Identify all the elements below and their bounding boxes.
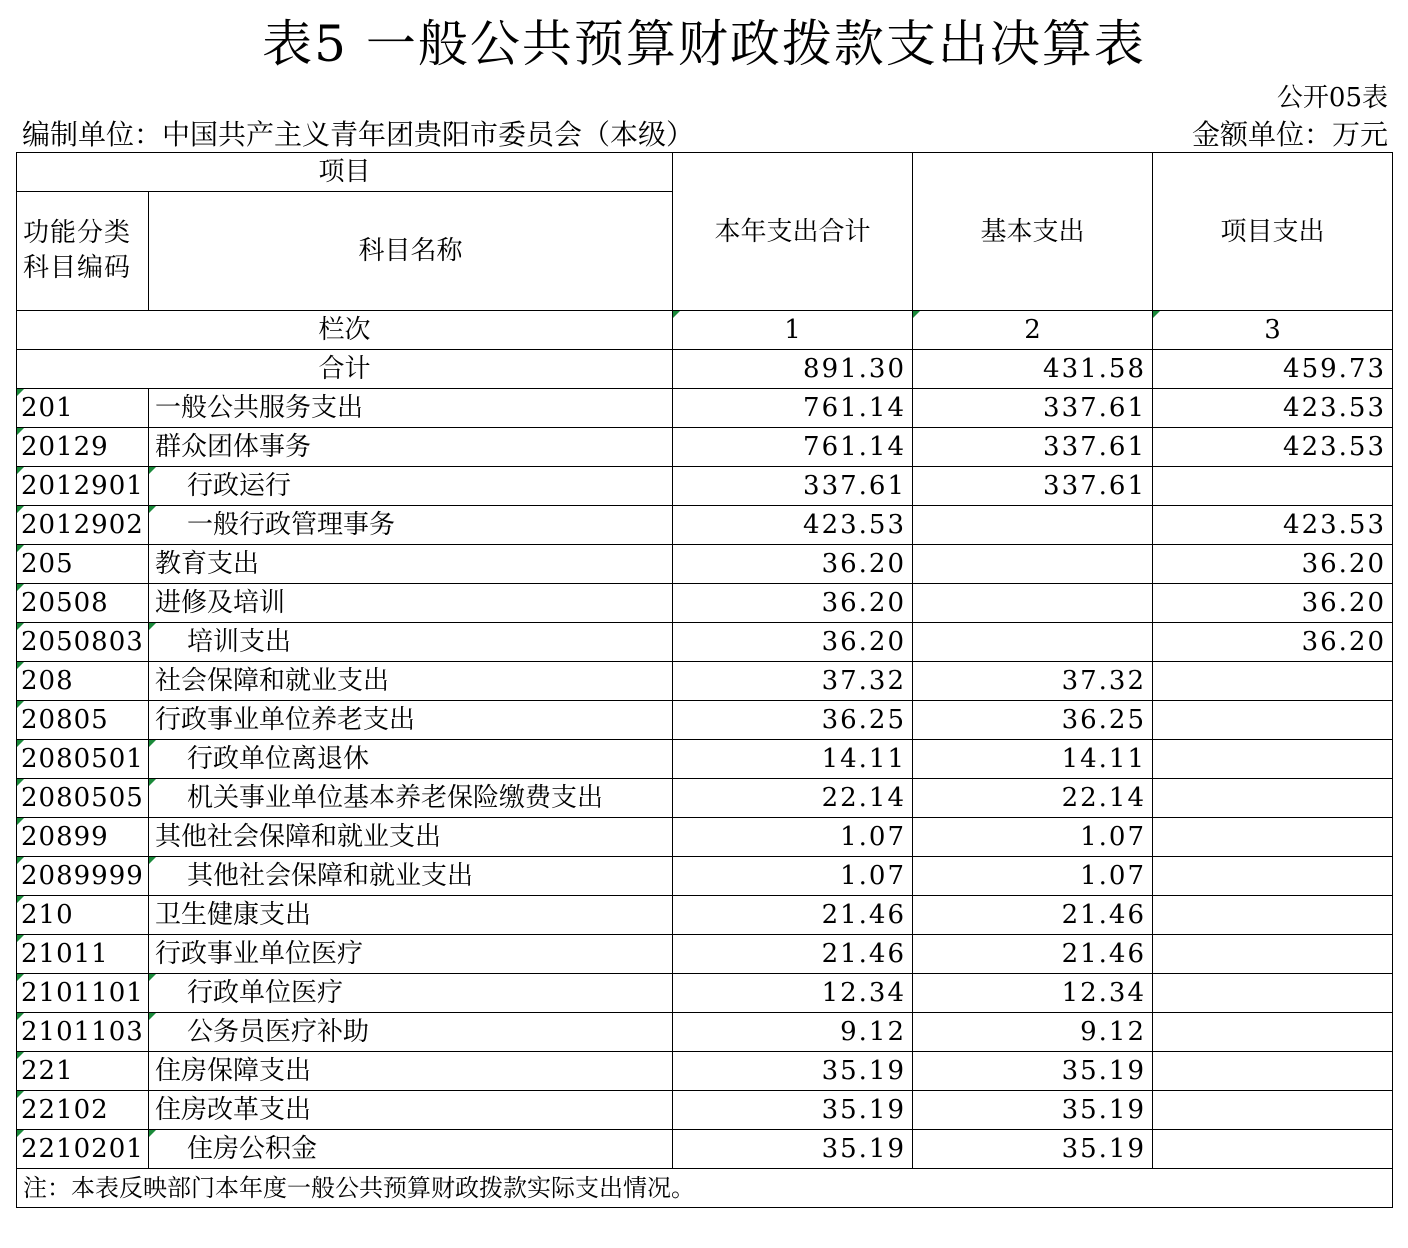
row-subject-name: 培训支出: [149, 623, 673, 662]
row-amount-col3: [1153, 1013, 1393, 1052]
row-code: 20129: [17, 428, 149, 467]
row-subject-name: 行政单位医疗: [149, 974, 673, 1013]
row-subject-name: 其他社会保障和就业支出: [149, 857, 673, 896]
row-subject-name: 教育支出: [149, 545, 673, 584]
row-amount-col2: 9.12: [913, 1013, 1153, 1052]
row-amount-col2: 12.34: [913, 974, 1153, 1013]
row-code: 2080501: [17, 740, 149, 779]
table-row: [17, 662, 1393, 701]
row-amount-col1: 423.53: [673, 506, 913, 545]
row-amount-col2: 37.32: [913, 662, 1153, 701]
row-amount-col1: 761.14: [673, 389, 913, 428]
row-amount-col2: 36.25: [913, 701, 1153, 740]
total-col3: 459.73: [1153, 350, 1393, 389]
row-code: 20508: [17, 584, 149, 623]
row-subject-name: 住房公积金: [149, 1130, 673, 1169]
table-note: 注：本表反映部门本年度一般公共预算财政拨款实际支出情况。: [17, 1169, 1393, 1208]
row-amount-col2: 337.61: [913, 467, 1153, 506]
note-row: [17, 1169, 1393, 1208]
table-row: [17, 896, 1393, 935]
row-subject-name: 住房保障支出: [149, 1052, 673, 1091]
row-amount-col3: [1153, 467, 1393, 506]
row-amount-col3: 36.20: [1153, 623, 1393, 662]
row-subject-name: 进修及培训: [149, 584, 673, 623]
table-row: [17, 1091, 1393, 1130]
row-code: 2101103: [17, 1013, 149, 1052]
table-row: [17, 857, 1393, 896]
row-amount-col2: 35.19: [913, 1052, 1153, 1091]
row-amount-col1: 35.19: [673, 1130, 913, 1169]
row-subject-name: 住房改革支出: [149, 1091, 673, 1130]
row-amount-col3: 423.53: [1153, 506, 1393, 545]
row-amount-col2: [913, 584, 1153, 623]
amount-unit: 金额单位：万元: [1191, 118, 1388, 151]
table-row: [17, 545, 1393, 584]
row-code: 22102: [17, 1091, 149, 1130]
row-amount-col3: [1153, 779, 1393, 818]
table-row: [17, 428, 1393, 467]
row-amount-col1: 22.14: [673, 779, 913, 818]
table-row: [17, 935, 1393, 974]
row-amount-col1: 21.46: [673, 896, 913, 935]
row-code: 221: [17, 1052, 149, 1091]
row-amount-col3: 423.53: [1153, 428, 1393, 467]
row-amount-col2: 22.14: [913, 779, 1153, 818]
row-subject-name: 一般公共服务支出: [149, 389, 673, 428]
lanci-col2: 2: [913, 311, 1153, 350]
row-amount-col2: 337.61: [913, 428, 1153, 467]
row-amount-col2: 35.19: [913, 1130, 1153, 1169]
row-amount-col2: 1.07: [913, 857, 1153, 896]
row-amount-col3: [1153, 1130, 1393, 1169]
row-amount-col3: [1153, 818, 1393, 857]
row-amount-col3: [1153, 701, 1393, 740]
row-amount-col1: 36.20: [673, 623, 913, 662]
header-code-line2: 科目编码: [23, 253, 132, 283]
row-amount-col3: [1153, 1052, 1393, 1091]
row-amount-col3: [1153, 662, 1393, 701]
table-row: [17, 584, 1393, 623]
row-amount-col3: [1153, 1091, 1393, 1130]
row-amount-col2: [913, 623, 1153, 662]
row-code: 20899: [17, 818, 149, 857]
row-amount-col3: [1153, 857, 1393, 896]
lanci-row: [17, 311, 1393, 350]
lanci-label: 栏次: [17, 311, 673, 350]
row-code: 208: [17, 662, 149, 701]
row-amount-col2: [913, 545, 1153, 584]
row-amount-col2: 14.11: [913, 740, 1153, 779]
table-row: [17, 818, 1393, 857]
total-label: 合计: [17, 350, 673, 389]
row-amount-col1: 35.19: [673, 1052, 913, 1091]
lanci-col1: 1: [673, 311, 913, 350]
total-row: [17, 350, 1393, 389]
header-subject-name: 科目名称: [149, 192, 673, 311]
row-amount-col3: 36.20: [1153, 584, 1393, 623]
header-row-project: [17, 153, 1393, 192]
row-amount-col3: [1153, 740, 1393, 779]
row-subject-name: 社会保障和就业支出: [149, 662, 673, 701]
row-amount-col3: [1153, 974, 1393, 1013]
row-subject-name: 卫生健康支出: [149, 896, 673, 935]
lanci-col3: 3: [1153, 311, 1393, 350]
row-subject-name: 机关事业单位基本养老保险缴费支出: [149, 779, 673, 818]
row-amount-col2: 35.19: [913, 1091, 1153, 1130]
row-amount-col3: [1153, 935, 1393, 974]
row-subject-name: 行政运行: [149, 467, 673, 506]
row-code: 205: [17, 545, 149, 584]
expenditure-table: [16, 152, 1393, 1208]
row-subject-name: 群众团体事务: [149, 428, 673, 467]
page-title: 表5 一般公共预算财政拨款支出决算表: [262, 15, 1146, 73]
row-amount-col2: 21.46: [913, 935, 1153, 974]
table-row: [17, 701, 1393, 740]
row-amount-col2: 337.61: [913, 389, 1153, 428]
row-amount-col2: 21.46: [913, 896, 1153, 935]
row-amount-col1: 14.11: [673, 740, 913, 779]
row-subject-name: 其他社会保障和就业支出: [149, 818, 673, 857]
total-col1: 891.30: [673, 350, 913, 389]
row-amount-col1: 761.14: [673, 428, 913, 467]
row-code: 21011: [17, 935, 149, 974]
header-basic-expenditure: 基本支出: [913, 153, 1153, 311]
table-row: [17, 623, 1393, 662]
row-amount-col2: [913, 506, 1153, 545]
row-amount-col2: 1.07: [913, 818, 1153, 857]
compiling-unit: 编制单位：中国共产主义青年团贵阳市委员会（本级）: [22, 118, 695, 151]
row-amount-col1: 37.32: [673, 662, 913, 701]
table-row: [17, 740, 1393, 779]
row-code: 2012901: [17, 467, 149, 506]
table-row: [17, 467, 1393, 506]
header-project: 项目: [17, 153, 673, 192]
row-code: 20805: [17, 701, 149, 740]
row-subject-name: 行政事业单位养老支出: [149, 701, 673, 740]
row-amount-col1: 36.25: [673, 701, 913, 740]
row-amount-col1: 21.46: [673, 935, 913, 974]
table-row: [17, 506, 1393, 545]
row-amount-col1: 337.61: [673, 467, 913, 506]
row-amount-col1: 35.19: [673, 1091, 913, 1130]
row-subject-name: 公务员医疗补助: [149, 1013, 673, 1052]
table-row: [17, 779, 1393, 818]
row-code: 210: [17, 896, 149, 935]
table-number: 公开05表: [1276, 83, 1388, 113]
table-row: [17, 1013, 1393, 1052]
row-code: 2210201: [17, 1130, 149, 1169]
row-amount-col1: 36.20: [673, 545, 913, 584]
header-total-expenditure: 本年支出合计: [673, 153, 913, 311]
row-amount-col1: 9.12: [673, 1013, 913, 1052]
row-code: 2101101: [17, 974, 149, 1013]
row-amount-col1: 1.07: [673, 818, 913, 857]
row-code: 2089999: [17, 857, 149, 896]
row-subject-name: 一般行政管理事务: [149, 506, 673, 545]
row-amount-col1: 1.07: [673, 857, 913, 896]
row-code: 2080505: [17, 779, 149, 818]
table-row: [17, 1052, 1393, 1091]
header-function-code: [17, 192, 149, 311]
row-amount-col1: 12.34: [673, 974, 913, 1013]
header-project-expenditure: 项目支出: [1153, 153, 1393, 311]
row-amount-col3: 36.20: [1153, 545, 1393, 584]
header-code-line1: 功能分类: [23, 218, 132, 248]
row-code: 2050803: [17, 623, 149, 662]
table-row: [17, 1130, 1393, 1169]
table-row: [17, 389, 1393, 428]
row-amount-col3: [1153, 896, 1393, 935]
row-amount-col1: 36.20: [673, 584, 913, 623]
row-code: 201: [17, 389, 149, 428]
row-subject-name: 行政事业单位医疗: [149, 935, 673, 974]
row-code: 2012902: [17, 506, 149, 545]
table-row: [17, 974, 1393, 1013]
total-col2: 431.58: [913, 350, 1153, 389]
row-subject-name: 行政单位离退休: [149, 740, 673, 779]
row-amount-col3: 423.53: [1153, 389, 1393, 428]
